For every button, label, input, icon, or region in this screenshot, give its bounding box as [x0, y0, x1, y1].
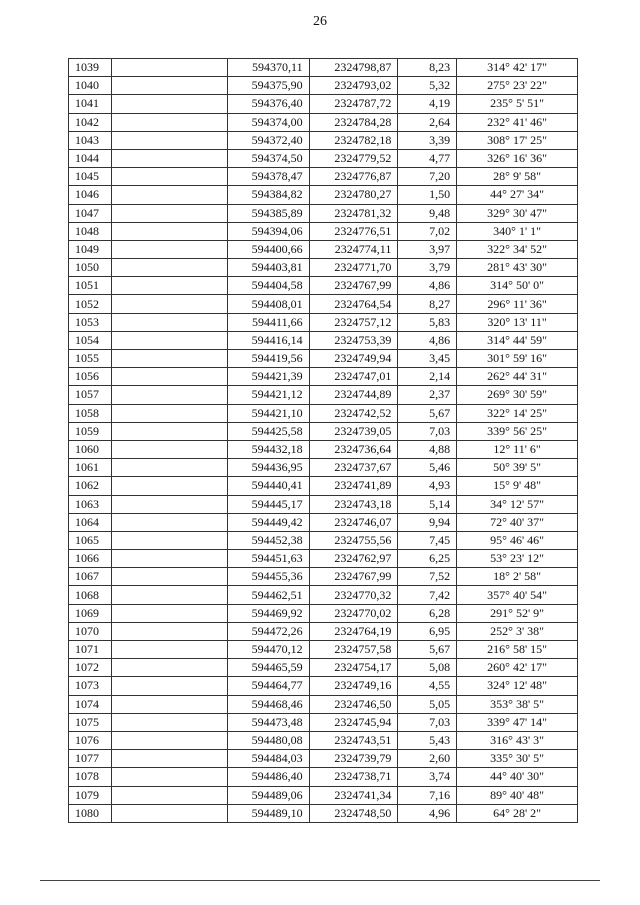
x-coordinate-cell: 594470,12 [228, 641, 309, 659]
x-coordinate-cell: 594374,00 [228, 113, 309, 131]
distance-cell: 4,96 [398, 804, 457, 822]
point-number-cell: 1060 [69, 440, 112, 458]
blank-cell [111, 149, 228, 167]
blank-cell [111, 550, 228, 568]
distance-cell: 7,45 [398, 531, 457, 549]
point-number-cell: 1050 [69, 259, 112, 277]
bearing-cell: 252° 3' 38" [457, 622, 578, 640]
y-coordinate-cell: 2324793,02 [309, 77, 398, 95]
distance-cell: 2,37 [398, 386, 457, 404]
distance-cell: 5,32 [398, 77, 457, 95]
bearing-cell: 95° 46' 46" [457, 531, 578, 549]
distance-cell: 4,88 [398, 440, 457, 458]
point-number-cell: 1057 [69, 386, 112, 404]
point-number-cell: 1077 [69, 750, 112, 768]
footer-divider [40, 880, 600, 881]
table-row [69, 168, 578, 186]
x-coordinate-cell: 594469,92 [228, 604, 309, 622]
blank-cell [111, 59, 228, 77]
x-coordinate-cell: 594404,58 [228, 277, 309, 295]
table-row [69, 477, 578, 495]
x-coordinate-cell: 594465,59 [228, 659, 309, 677]
bearing-cell: 281° 43' 30" [457, 259, 578, 277]
table-row [69, 113, 578, 131]
bearing-cell: 34° 12' 57" [457, 495, 578, 513]
distance-cell: 5,67 [398, 404, 457, 422]
x-coordinate-cell: 594472,26 [228, 622, 309, 640]
distance-cell: 7,03 [398, 422, 457, 440]
table-row [69, 695, 578, 713]
point-number-cell: 1073 [69, 677, 112, 695]
distance-cell: 4,86 [398, 277, 457, 295]
table-row [69, 495, 578, 513]
x-coordinate-cell: 594376,40 [228, 95, 309, 113]
table-row [69, 768, 578, 786]
y-coordinate-cell: 2324784,28 [309, 113, 398, 131]
y-coordinate-cell: 2324787,72 [309, 95, 398, 113]
y-coordinate-cell: 2324737,67 [309, 459, 398, 477]
distance-cell: 5,83 [398, 313, 457, 331]
y-coordinate-cell: 2324753,39 [309, 331, 398, 349]
bearing-cell: 314° 42' 17" [457, 59, 578, 77]
coordinates-table [68, 58, 578, 823]
blank-cell [111, 422, 228, 440]
distance-cell: 3,74 [398, 768, 457, 786]
distance-cell: 6,28 [398, 604, 457, 622]
blank-cell [111, 768, 228, 786]
x-coordinate-cell: 594374,50 [228, 149, 309, 167]
table-row [69, 804, 578, 822]
y-coordinate-cell: 2324774,11 [309, 240, 398, 258]
x-coordinate-cell: 594432,18 [228, 440, 309, 458]
distance-cell: 5,67 [398, 641, 457, 659]
bearing-cell: 322° 14' 25" [457, 404, 578, 422]
distance-cell: 2,64 [398, 113, 457, 131]
table-row [69, 404, 578, 422]
blank-cell [111, 495, 228, 513]
blank-cell [111, 240, 228, 258]
bearing-cell: 291° 52' 9" [457, 604, 578, 622]
y-coordinate-cell: 2324762,97 [309, 550, 398, 568]
blank-cell [111, 368, 228, 386]
table-row [69, 568, 578, 586]
y-coordinate-cell: 2324771,70 [309, 259, 398, 277]
bearing-cell: 340° 1' 1" [457, 222, 578, 240]
bearing-cell: 339° 47' 14" [457, 713, 578, 731]
distance-cell: 5,08 [398, 659, 457, 677]
point-number-cell: 1065 [69, 531, 112, 549]
point-number-cell: 1079 [69, 786, 112, 804]
point-number-cell: 1072 [69, 659, 112, 677]
table-row [69, 586, 578, 604]
distance-cell: 2,14 [398, 368, 457, 386]
bearing-cell: 335° 30' 5" [457, 750, 578, 768]
table-row [69, 531, 578, 549]
distance-cell: 4,19 [398, 95, 457, 113]
x-coordinate-cell: 594421,39 [228, 368, 309, 386]
table-row [69, 513, 578, 531]
table-row [69, 186, 578, 204]
y-coordinate-cell: 2324741,89 [309, 477, 398, 495]
blank-cell [111, 77, 228, 95]
table-row [69, 295, 578, 313]
bearing-cell: 28° 9' 58" [457, 168, 578, 186]
bearing-cell: 64° 28' 2" [457, 804, 578, 822]
y-coordinate-cell: 2324738,71 [309, 768, 398, 786]
table-row [69, 731, 578, 749]
bearing-cell: 316° 43' 3" [457, 731, 578, 749]
distance-cell: 8,23 [398, 59, 457, 77]
distance-cell: 9,94 [398, 513, 457, 531]
y-coordinate-cell: 2324745,94 [309, 713, 398, 731]
point-number-cell: 1044 [69, 149, 112, 167]
x-coordinate-cell: 594480,08 [228, 731, 309, 749]
y-coordinate-cell: 2324776,87 [309, 168, 398, 186]
table-row [69, 131, 578, 149]
distance-cell: 4,55 [398, 677, 457, 695]
blank-cell [111, 277, 228, 295]
table-row [69, 77, 578, 95]
bearing-cell: 314° 44' 59" [457, 331, 578, 349]
bearing-cell: 324° 12' 48" [457, 677, 578, 695]
x-coordinate-cell: 594400,66 [228, 240, 309, 258]
distance-cell: 7,02 [398, 222, 457, 240]
bearing-cell: 232° 41' 46" [457, 113, 578, 131]
page-number: 26 [313, 14, 327, 29]
y-coordinate-cell: 2324780,27 [309, 186, 398, 204]
blank-cell [111, 386, 228, 404]
blank-cell [111, 131, 228, 149]
y-coordinate-cell: 2324757,12 [309, 313, 398, 331]
x-coordinate-cell: 594473,48 [228, 713, 309, 731]
bearing-cell: 18° 2' 58" [457, 568, 578, 586]
x-coordinate-cell: 594394,06 [228, 222, 309, 240]
table-row [69, 550, 578, 568]
blank-cell [111, 440, 228, 458]
x-coordinate-cell: 594468,46 [228, 695, 309, 713]
point-number-cell: 1069 [69, 604, 112, 622]
y-coordinate-cell: 2324764,54 [309, 295, 398, 313]
y-coordinate-cell: 2324746,50 [309, 695, 398, 713]
x-coordinate-cell: 594449,42 [228, 513, 309, 531]
blank-cell [111, 186, 228, 204]
bearing-cell: 322° 34' 52" [457, 240, 578, 258]
distance-cell: 5,05 [398, 695, 457, 713]
bearing-cell: 89° 40' 48" [457, 786, 578, 804]
x-coordinate-cell: 594484,03 [228, 750, 309, 768]
blank-cell [111, 641, 228, 659]
blank-cell [111, 804, 228, 822]
blank-cell [111, 295, 228, 313]
table-row [69, 240, 578, 258]
x-coordinate-cell: 594489,10 [228, 804, 309, 822]
y-coordinate-cell: 2324767,99 [309, 277, 398, 295]
bearing-cell: 296° 11' 36" [457, 295, 578, 313]
distance-cell: 7,20 [398, 168, 457, 186]
x-coordinate-cell: 594421,10 [228, 404, 309, 422]
x-coordinate-cell: 594411,66 [228, 313, 309, 331]
distance-cell: 8,27 [398, 295, 457, 313]
bearing-cell: 235° 5' 51" [457, 95, 578, 113]
table-row [69, 786, 578, 804]
x-coordinate-cell: 594464,77 [228, 677, 309, 695]
x-coordinate-cell: 594419,56 [228, 350, 309, 368]
x-coordinate-cell: 594486,40 [228, 768, 309, 786]
blank-cell [111, 259, 228, 277]
blank-cell [111, 222, 228, 240]
bearing-cell: 353° 38' 5" [457, 695, 578, 713]
x-coordinate-cell: 594375,90 [228, 77, 309, 95]
distance-cell: 3,45 [398, 350, 457, 368]
blank-cell [111, 113, 228, 131]
point-number-cell: 1049 [69, 240, 112, 258]
table-row [69, 259, 578, 277]
bearing-cell: 216° 58' 15" [457, 641, 578, 659]
distance-cell: 5,46 [398, 459, 457, 477]
point-number-cell: 1058 [69, 404, 112, 422]
point-number-cell: 1076 [69, 731, 112, 749]
y-coordinate-cell: 2324798,87 [309, 59, 398, 77]
point-number-cell: 1051 [69, 277, 112, 295]
x-coordinate-cell: 594462,51 [228, 586, 309, 604]
blank-cell [111, 313, 228, 331]
blank-cell [111, 531, 228, 549]
y-coordinate-cell: 2324736,64 [309, 440, 398, 458]
blank-cell [111, 404, 228, 422]
y-coordinate-cell: 2324782,18 [309, 131, 398, 149]
bearing-cell: 12° 11' 6" [457, 440, 578, 458]
coordinates-table-body [69, 59, 578, 823]
point-number-cell: 1054 [69, 331, 112, 349]
blank-cell [111, 568, 228, 586]
y-coordinate-cell: 2324764,19 [309, 622, 398, 640]
x-coordinate-cell: 594416,14 [228, 331, 309, 349]
x-coordinate-cell: 594425,58 [228, 422, 309, 440]
point-number-cell: 1078 [69, 768, 112, 786]
point-number-cell: 1067 [69, 568, 112, 586]
point-number-cell: 1068 [69, 586, 112, 604]
blank-cell [111, 659, 228, 677]
point-number-cell: 1059 [69, 422, 112, 440]
point-number-cell: 1070 [69, 622, 112, 640]
point-number-cell: 1066 [69, 550, 112, 568]
bearing-cell: 50° 39' 5" [457, 459, 578, 477]
table-row [69, 331, 578, 349]
table-row [69, 204, 578, 222]
x-coordinate-cell: 594440,41 [228, 477, 309, 495]
blank-cell [111, 731, 228, 749]
table-row [69, 149, 578, 167]
point-number-cell: 1048 [69, 222, 112, 240]
y-coordinate-cell: 2324757,58 [309, 641, 398, 659]
table-row [69, 622, 578, 640]
distance-cell: 5,14 [398, 495, 457, 513]
distance-cell: 6,95 [398, 622, 457, 640]
y-coordinate-cell: 2324743,51 [309, 731, 398, 749]
x-coordinate-cell: 594455,36 [228, 568, 309, 586]
bearing-cell: 260° 42' 17" [457, 659, 578, 677]
bearing-cell: 329° 30' 47" [457, 204, 578, 222]
table-row [69, 277, 578, 295]
blank-cell [111, 168, 228, 186]
bearing-cell: 308° 17' 25" [457, 131, 578, 149]
bearing-cell: 320° 13' 11" [457, 313, 578, 331]
blank-cell [111, 204, 228, 222]
x-coordinate-cell: 594451,63 [228, 550, 309, 568]
x-coordinate-cell: 594421,12 [228, 386, 309, 404]
y-coordinate-cell: 2324739,05 [309, 422, 398, 440]
y-coordinate-cell: 2324749,94 [309, 350, 398, 368]
blank-cell [111, 513, 228, 531]
distance-cell: 3,97 [398, 240, 457, 258]
table-row [69, 750, 578, 768]
y-coordinate-cell: 2324748,50 [309, 804, 398, 822]
blank-cell [111, 750, 228, 768]
point-number-cell: 1039 [69, 59, 112, 77]
point-number-cell: 1064 [69, 513, 112, 531]
table-row [69, 604, 578, 622]
table-row [69, 95, 578, 113]
point-number-cell: 1071 [69, 641, 112, 659]
bearing-cell: 339° 56' 25" [457, 422, 578, 440]
distance-cell: 4,93 [398, 477, 457, 495]
point-number-cell: 1056 [69, 368, 112, 386]
table-row [69, 713, 578, 731]
point-number-cell: 1041 [69, 95, 112, 113]
point-number-cell: 1063 [69, 495, 112, 513]
y-coordinate-cell: 2324741,34 [309, 786, 398, 804]
y-coordinate-cell: 2324743,18 [309, 495, 398, 513]
x-coordinate-cell: 594489,06 [228, 786, 309, 804]
bearing-cell: 262° 44' 31" [457, 368, 578, 386]
table-row [69, 459, 578, 477]
blank-cell [111, 477, 228, 495]
bearing-cell: 15° 9' 48" [457, 477, 578, 495]
bearing-cell: 326° 16' 36" [457, 149, 578, 167]
table-row [69, 368, 578, 386]
bearing-cell: 53° 23' 12" [457, 550, 578, 568]
table-row [69, 386, 578, 404]
blank-cell [111, 713, 228, 731]
x-coordinate-cell: 594384,82 [228, 186, 309, 204]
blank-cell [111, 622, 228, 640]
point-number-cell: 1045 [69, 168, 112, 186]
distance-cell: 5,43 [398, 731, 457, 749]
distance-cell: 7,16 [398, 786, 457, 804]
distance-cell: 4,86 [398, 331, 457, 349]
point-number-cell: 1055 [69, 350, 112, 368]
blank-cell [111, 586, 228, 604]
distance-cell: 3,39 [398, 131, 457, 149]
bearing-cell: 72° 40' 37" [457, 513, 578, 531]
point-number-cell: 1040 [69, 77, 112, 95]
bearing-cell: 44° 27' 34" [457, 186, 578, 204]
y-coordinate-cell: 2324770,02 [309, 604, 398, 622]
x-coordinate-cell: 594370,11 [228, 59, 309, 77]
x-coordinate-cell: 594403,81 [228, 259, 309, 277]
table-row [69, 641, 578, 659]
distance-cell: 7,42 [398, 586, 457, 604]
point-number-cell: 1053 [69, 313, 112, 331]
x-coordinate-cell: 594378,47 [228, 168, 309, 186]
point-number-cell: 1074 [69, 695, 112, 713]
y-coordinate-cell: 2324744,89 [309, 386, 398, 404]
x-coordinate-cell: 594452,38 [228, 531, 309, 549]
distance-cell: 4,77 [398, 149, 457, 167]
bearing-cell: 301° 59' 16" [457, 350, 578, 368]
y-coordinate-cell: 2324749,16 [309, 677, 398, 695]
blank-cell [111, 459, 228, 477]
blank-cell [111, 786, 228, 804]
table-row [69, 440, 578, 458]
table-row [69, 677, 578, 695]
blank-cell [111, 604, 228, 622]
blank-cell [111, 95, 228, 113]
bearing-cell: 314° 50' 0" [457, 277, 578, 295]
point-number-cell: 1047 [69, 204, 112, 222]
y-coordinate-cell: 2324755,56 [309, 531, 398, 549]
distance-cell: 1,50 [398, 186, 457, 204]
distance-cell: 6,25 [398, 550, 457, 568]
y-coordinate-cell: 2324747,01 [309, 368, 398, 386]
x-coordinate-cell: 594445,17 [228, 495, 309, 513]
bearing-cell: 275° 23' 22" [457, 77, 578, 95]
y-coordinate-cell: 2324746,07 [309, 513, 398, 531]
table-row [69, 422, 578, 440]
y-coordinate-cell: 2324767,99 [309, 568, 398, 586]
table-row [69, 313, 578, 331]
bearing-cell: 357° 40' 54" [457, 586, 578, 604]
bearing-cell: 269° 30' 59" [457, 386, 578, 404]
y-coordinate-cell: 2324742,52 [309, 404, 398, 422]
point-number-cell: 1042 [69, 113, 112, 131]
bearing-cell: 44° 40' 30" [457, 768, 578, 786]
y-coordinate-cell: 2324754,17 [309, 659, 398, 677]
distance-cell: 7,52 [398, 568, 457, 586]
y-coordinate-cell: 2324779,52 [309, 149, 398, 167]
blank-cell [111, 677, 228, 695]
distance-cell: 9,48 [398, 204, 457, 222]
y-coordinate-cell: 2324770,32 [309, 586, 398, 604]
point-number-cell: 1075 [69, 713, 112, 731]
y-coordinate-cell: 2324776,51 [309, 222, 398, 240]
blank-cell [111, 331, 228, 349]
table-row [69, 659, 578, 677]
point-number-cell: 1046 [69, 186, 112, 204]
y-coordinate-cell: 2324739,79 [309, 750, 398, 768]
x-coordinate-cell: 594408,01 [228, 295, 309, 313]
point-number-cell: 1080 [69, 804, 112, 822]
table-row [69, 59, 578, 77]
point-number-cell: 1061 [69, 459, 112, 477]
distance-cell: 7,03 [398, 713, 457, 731]
table-row [69, 222, 578, 240]
blank-cell [111, 350, 228, 368]
point-number-cell: 1062 [69, 477, 112, 495]
point-number-cell: 1052 [69, 295, 112, 313]
x-coordinate-cell: 594372,40 [228, 131, 309, 149]
point-number-cell: 1043 [69, 131, 112, 149]
x-coordinate-cell: 594385,89 [228, 204, 309, 222]
y-coordinate-cell: 2324781,32 [309, 204, 398, 222]
table-row [69, 350, 578, 368]
blank-cell [111, 695, 228, 713]
x-coordinate-cell: 594436,95 [228, 459, 309, 477]
distance-cell: 3,79 [398, 259, 457, 277]
distance-cell: 2,60 [398, 750, 457, 768]
